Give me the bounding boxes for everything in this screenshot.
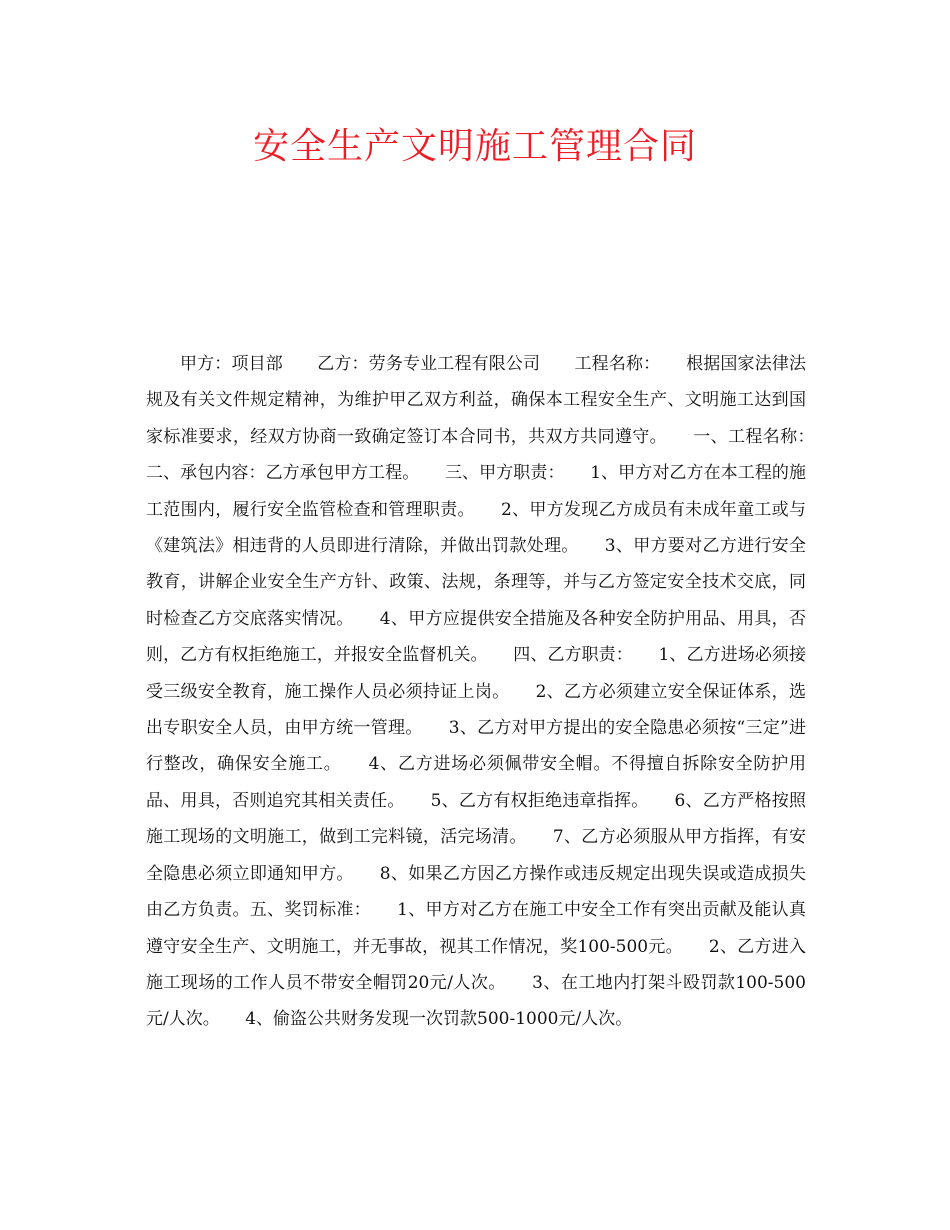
document-body: 甲方：项目部 乙方：劳务专业工程有限公司 工程名称： 根据国家法律法规及有关文件规定精神，为维护甲乙双方利益，确保本工程安全生产、文明施工达到国家标准要求，经双方协商一致确定签订本合同书，共双方共同遵守。 一、工程名称： 二、承包内容：乙方承包甲方工程。 三、甲方职责： 1、甲方对乙方在本工程的施工范围内，履行安全监管检查和管理职责。 2、甲方发现乙方成员有未成年童工或与《建筑法》相违背的人员即进行清除，并做出罚款处理。 3、甲方要对乙方进行安全教育，讲解企业安全生产方针、政策、法规，条理等，并与乙方签定安全技术交底，同时检查乙方交底落实情况。 4、甲方应提供安全措施及各种安全防护用品、用具，否则，乙方有权拒绝施工，并报安全监督机关。 四、乙方职责： 1、乙方进场必须接受三级安全教育，施工操作人员必须持证上岗。 2、乙方必须建立安全保证体系，选出专职安全人员，由甲方统一管理。 3、乙方对甲方提出的安全隐患必须按“三定”进行整改，确保安全施工。 4、乙方进场必须佩带安全帽。不得擅自拆除安全防护用品、用具，否则追究其相关责任。 5、乙方有权拒绝违章指挥。 6、乙方严格按照施工现场的文明施工，做到工完料镜，活完场清。 7、乙方必须服从甲方指挥，有安全隐患必须立即通知甲方。 8、如果乙方因乙方操作或违反规定出现失误或造成损失由乙方负责。五、奖罚标准： 1、甲方对乙方在施工中安全工作有突出贡献及能认真遵守安全生产、文明施工，并无事故，视其工作情况，奖100-500元。 2、乙方进入施工现场的工作人员不带安全帽罚20元/人次。 3、在工地内打架斗殴罚款100-500元/人次。 4、偷盗公共财务发现一次罚款500-1000元/人次。 [146,354,840,1030]
document-title: 安全生产文明施工管理合同 [252,126,697,167]
